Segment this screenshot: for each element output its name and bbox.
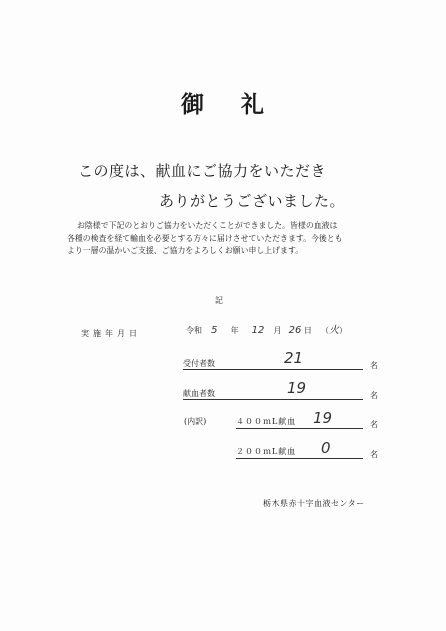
- donation-200ml-value: 0: [321, 439, 331, 457]
- date-era: 令和: [186, 326, 202, 335]
- donor-count-value: 19: [287, 379, 307, 397]
- body-paragraph: [67, 220, 385, 258]
- donation-400ml-unit: 名: [370, 420, 378, 429]
- date-weekday: 火: [328, 325, 339, 336]
- weekday-open: （: [320, 326, 329, 335]
- donor-count-unit: 名: [370, 391, 378, 400]
- subtitle-line-2: ありがとうございました。: [159, 192, 346, 210]
- date-year: 5: [211, 325, 218, 336]
- weekday-close: ）: [338, 326, 347, 335]
- donation-200ml-label: ２００ｍL献血: [236, 447, 297, 456]
- reception-count-value: 21: [284, 349, 304, 367]
- breakdown-prefix: (内訳): [184, 417, 207, 426]
- date-value: [186, 323, 347, 339]
- donation-400ml-value: 19: [313, 409, 333, 427]
- organization-name: 栃木県赤十字血液センター: [263, 499, 365, 508]
- date-month-unit: 月: [273, 326, 282, 335]
- reception-count-label: 受付者数: [183, 359, 215, 368]
- date-day-unit: 日: [303, 326, 312, 335]
- title-char-left: 御: [181, 91, 205, 118]
- donor-count-underline: [183, 399, 363, 400]
- date-label: 実施年月日: [81, 329, 141, 338]
- date-year-unit: 年: [230, 326, 239, 335]
- donor-count-label: 献血者数: [183, 389, 215, 398]
- donation-200ml-underline: [236, 458, 363, 459]
- reception-count-unit: 名: [370, 361, 378, 370]
- reception-count-underline: [183, 369, 363, 370]
- body-line: より一層の温かいご支援、ご協力をよろしくお願い申し上げます。: [67, 246, 304, 255]
- subtitle-line-1: この度は、献血にご協力をいただき: [78, 162, 327, 180]
- body-line: お陰様で下記のとおりご協力をいただくことができました。皆様の血液は: [77, 221, 338, 230]
- page-title: [0, 86, 446, 119]
- donation-200ml-unit: 名: [370, 450, 378, 459]
- body-line: 各種の検査を経て輸血を必要とする方々に届けさせていただきます。今後とも: [67, 233, 343, 243]
- title-char-right: 礼: [241, 91, 265, 118]
- ki-heading: 記: [215, 296, 223, 305]
- date-day: 26: [288, 325, 302, 336]
- donation-400ml-label: ４００ｍL献血: [236, 417, 297, 426]
- date-month: 12: [251, 325, 265, 336]
- donation-400ml-underline: [236, 428, 363, 429]
